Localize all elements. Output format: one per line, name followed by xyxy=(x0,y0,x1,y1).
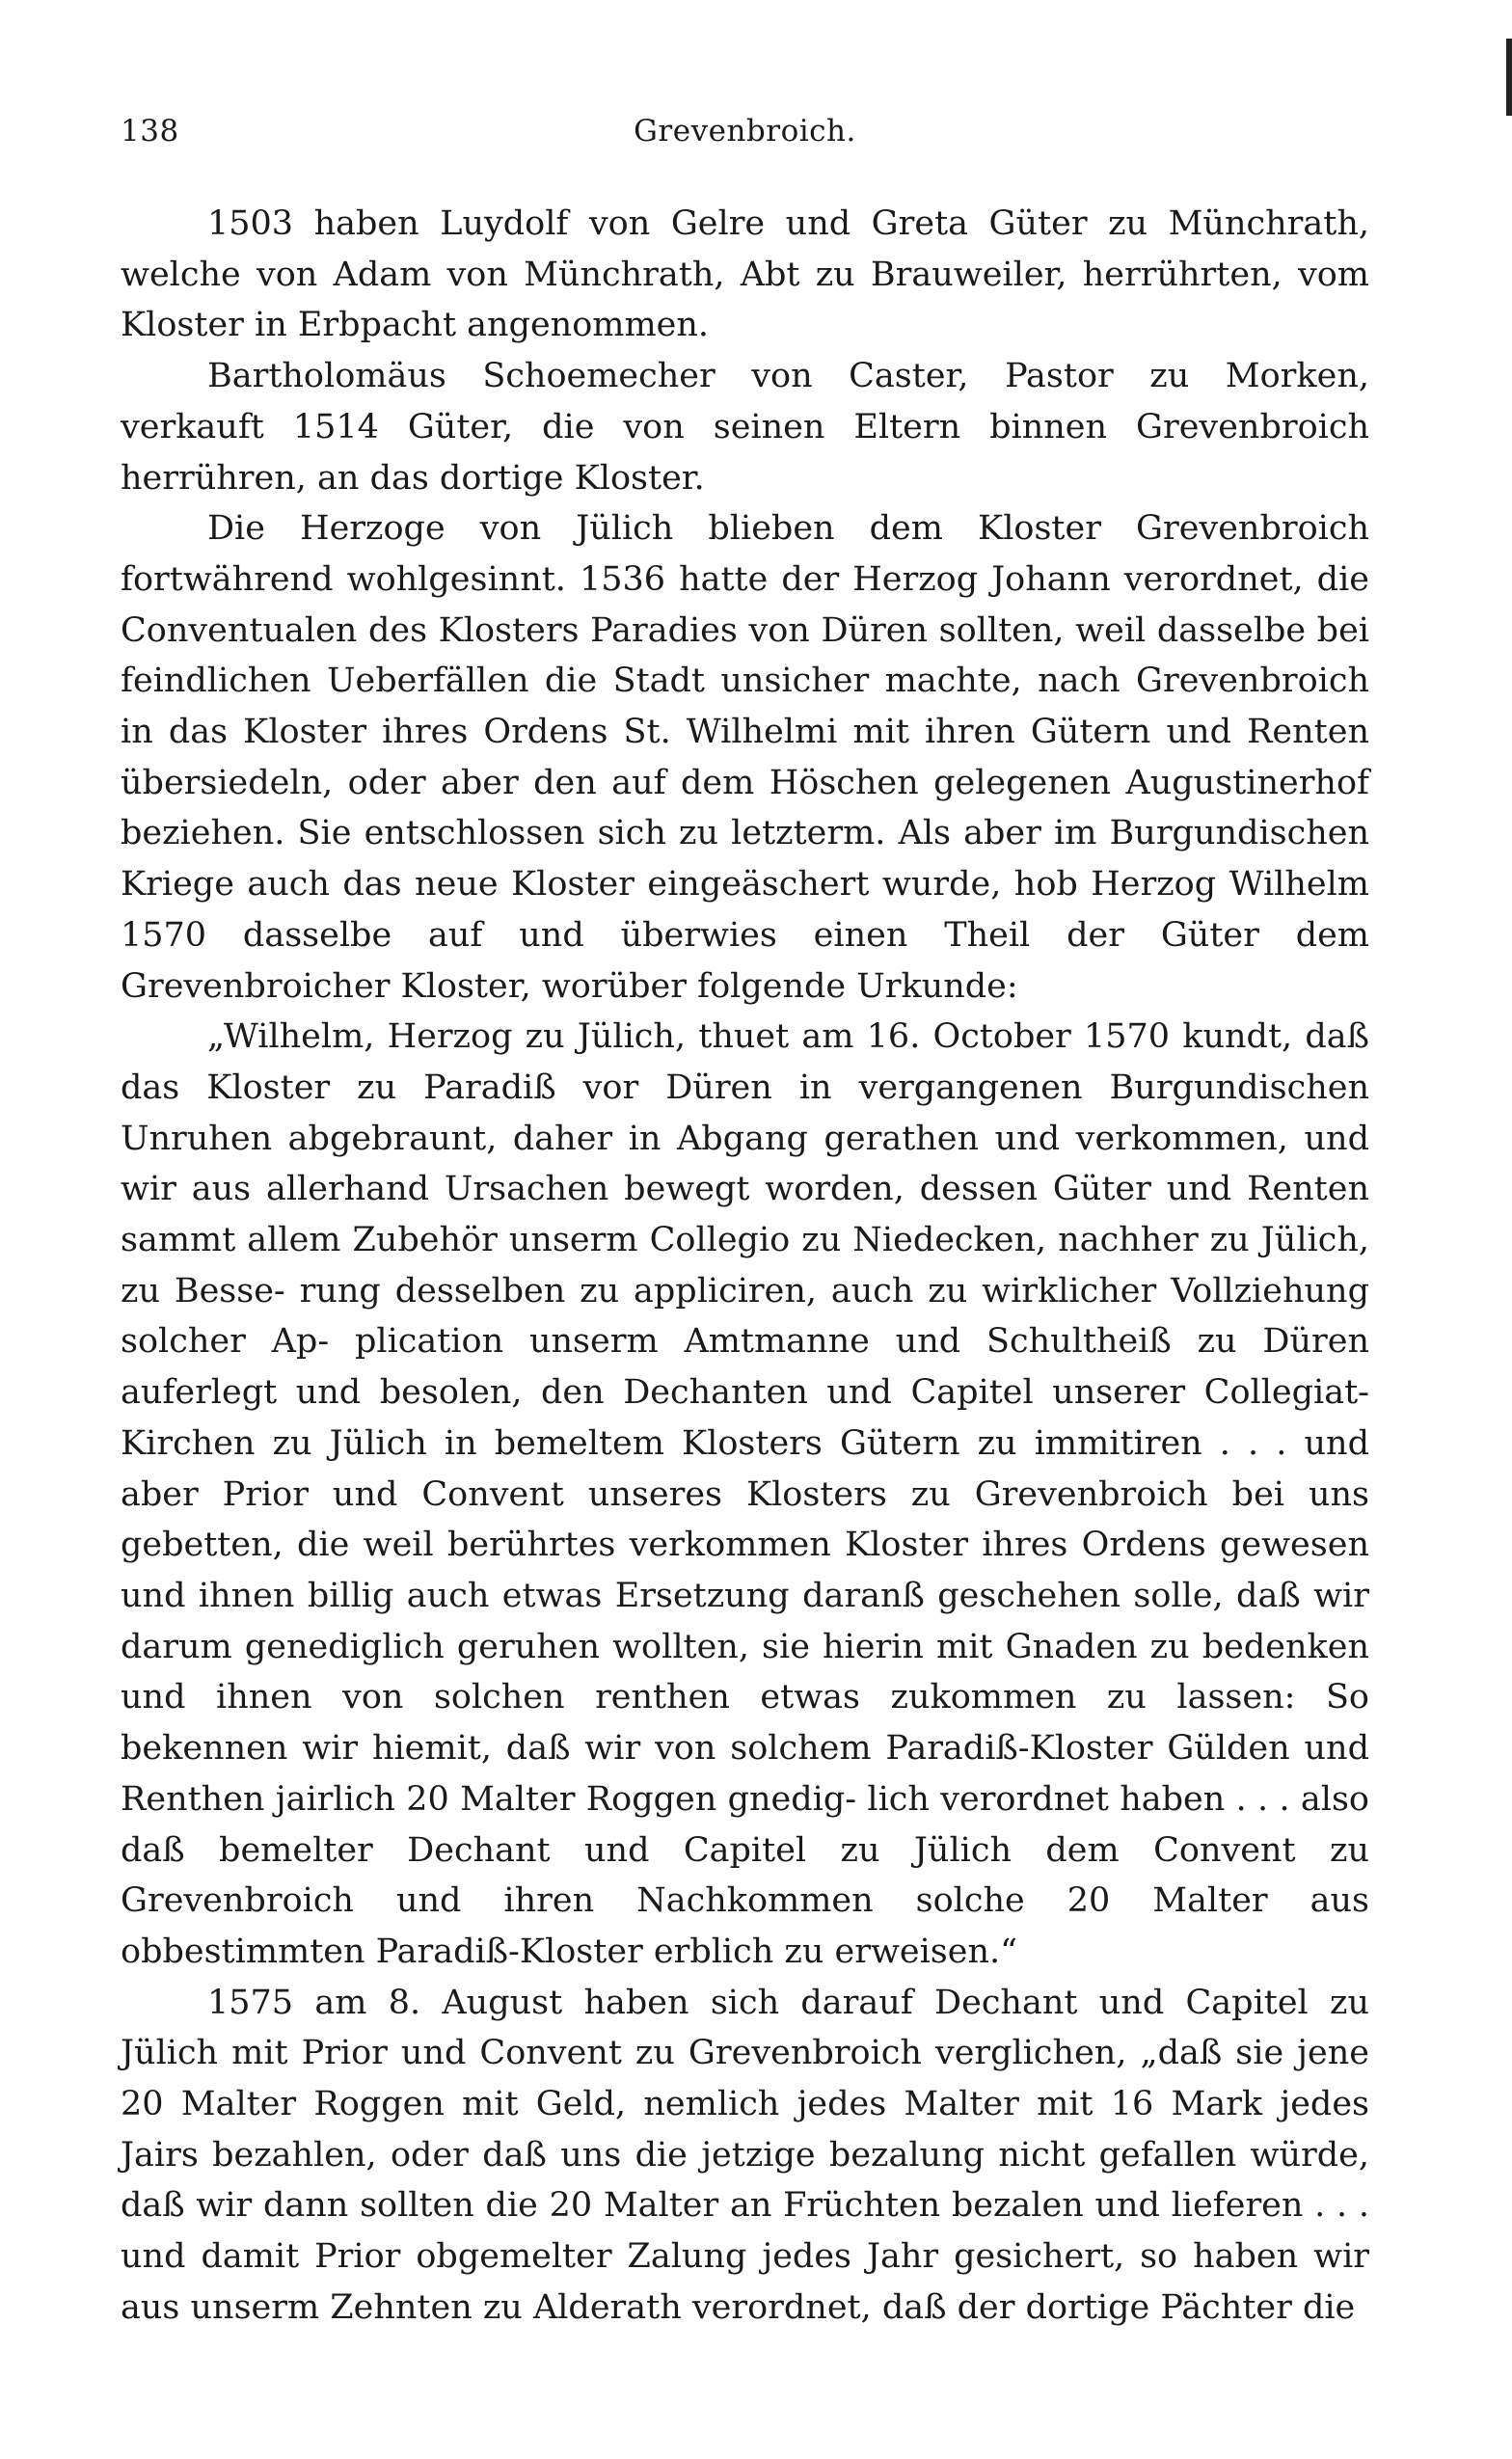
paragraph-1514: Bartholomäus Schoemecher von Caster, Pastor zu Morken, verkauft 1514 Güter, die von seinen Eltern binnen Grevenbroich herrühren, an das dortige Kloster. xyxy=(121,357,1369,498)
running-title: Grevenbroich. xyxy=(634,114,856,149)
page-number: 138 xyxy=(121,114,179,149)
paragraph-1575: 1575 am 8. August haben sich darauf Dechant und Capitel zu Jülich mit Prior und Convent zu Grevenbroich verglichen, „daß sie jene 20 Malter Roggen mit Geld, nemlich jedes Malter mit 16 Mark jedes Jairs bezahlen, oder daß uns die jetzige bezalung nicht gefallen würde, daß wir dann sollten die 20 Malter an Früchten bezalen und lieferen . . . und damit Prior obgemelter Zalung jedes Jahr gesichert, so haben wir aus unserm Zehnten zu Alderath verordnet, daß der dortige Pächter die xyxy=(121,1983,1369,2327)
page-header xyxy=(121,114,1369,172)
paragraph-herzoge: Die Herzoge von Jülich blieben dem Kloster Grevenbroich fortwährend wohlgesinnt. 1536 hatte der Herzog Johann verordnet, die Conventualen des Klosters Paradies von Düren sollten, weil dasselbe bei feindlichen Ueberfällen die Stadt unsicher machte, nach Grevenbroich in das Kloster ihres Ordens St. Wilhelmi mit ihren Gütern und Renten übersiedeln, oder aber den auf dem Höschen gelegenen Augustinerhof beziehen. Sie entschlossen sich zu letzterm. Als aber im Burgundischen Kriege auch das neue Kloster eingeäschert wurde, hob Herzog Wilhelm 1570 dasselbe auf und überwies einen Theil der Güter dem Grevenbroicher Kloster, worüber folgende Urkunde: xyxy=(121,509,1369,1006)
paragraph-urkunde-quote: „Wilhelm, Herzog zu Jülich, thuet am 16. October 1570 kundt, daß das Kloster zu Paradiß vor Düren in vergangenen Burgundischen Unruhen abgebraunt, daher in Abgang gerathen und verkommen, und wir aus allerhand Ursachen bewegt worden, dessen Güter und Renten sammt allem Zubehör unserm Collegio zu Niedecken, nachher zu Jülich, zu Besse- rung desselben zu appliciren, auch zu wirklicher Vollziehung solcher Ap- plication unserm Amtmanne und Schultheiß zu Düren auferlegt und besolen, den Dechanten und Capitel unserer Collegiat-Kirchen zu Jülich in bemeltem Klosters Gütern zu immitiren . . . und aber Prior und Convent unseres Klosters zu Grevenbroich bei uns gebetten, die weil berührtes verkommen Kloster ihres Ordens gewesen und ihnen billig auch etwas Ersetzung daranß geschehen solle, daß wir darum genediglich geruhen wollten, sie hierin mit Gnaden zu bedenken und ihnen von solchen renthen etwas zukommen zu lassen: So bekennen wir hiemit, daß wir von solchem Paradiß-Kloster Gülden und Renthen jairlich 20 Malter Roggen gnedig- lich verordnet haben . . . also daß bemelter Dechant und Capitel zu Jülich dem Convent zu Grevenbroich und ihren Nachkommen solche 20 Malter aus obbestimmten Paradiß-Kloster erblich zu erweisen.“ xyxy=(121,1017,1369,1971)
book-page xyxy=(121,114,1369,2334)
body-text xyxy=(121,199,1369,2334)
paragraph-1503: 1503 haben Luydolf von Gelre und Greta Güter zu Münchrath, welche von Adam von Münchrath, Abt zu Brauweiler, herrührten, vom Kloster in Erbpacht angenommen. xyxy=(121,204,1369,345)
scan-edge-mark xyxy=(1506,39,1512,116)
